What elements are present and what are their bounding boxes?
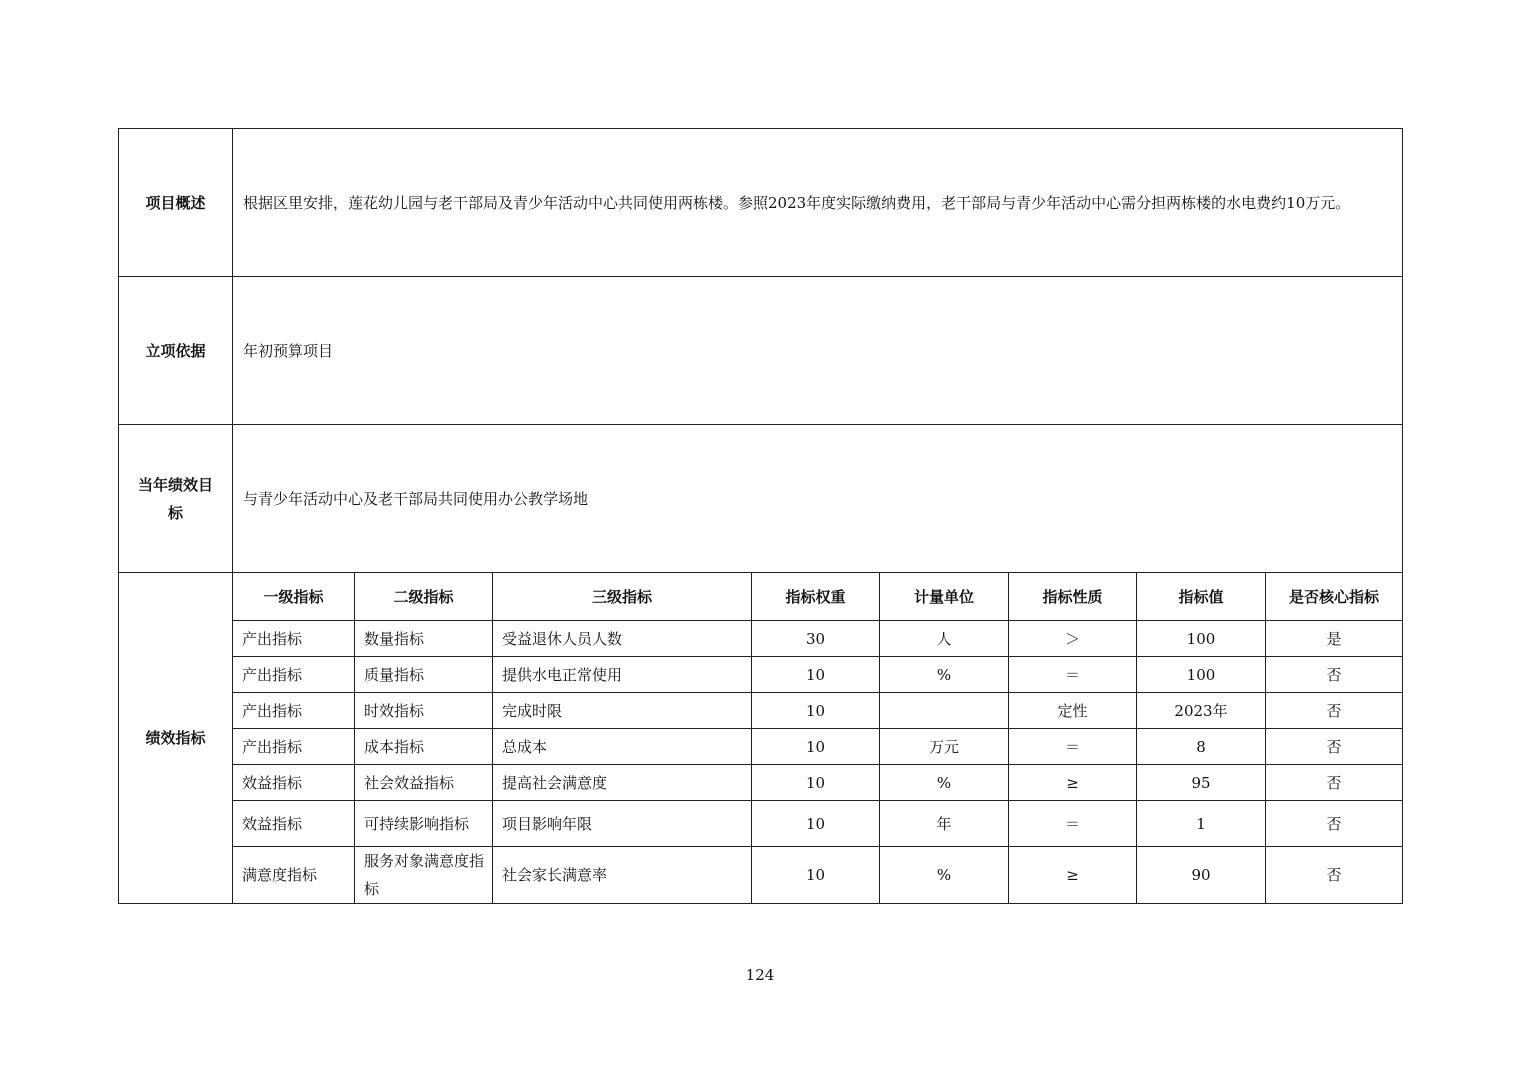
overview-label: 项目概述	[119, 129, 233, 277]
weight-cell: 30	[752, 621, 880, 657]
indicators-label: 绩效指标	[119, 573, 233, 904]
header-level1: 一级指标	[233, 573, 355, 621]
level1-cell: 效益指标	[233, 765, 355, 801]
level1-cell: 产出指标	[233, 693, 355, 729]
table-row	[119, 621, 1403, 657]
unit-cell: %	[880, 765, 1009, 801]
unit-cell: 年	[880, 801, 1009, 847]
level2-cell: 可持续影响指标	[355, 801, 493, 847]
weight-cell: 10	[752, 801, 880, 847]
unit-cell: %	[880, 657, 1009, 693]
level3-cell: 完成时限	[493, 693, 752, 729]
table-row	[119, 657, 1403, 693]
goal-label: 当年绩效目标	[119, 425, 233, 573]
header-value: 指标值	[1137, 573, 1266, 621]
table-row	[119, 765, 1403, 801]
level3-cell: 提高社会满意度	[493, 765, 752, 801]
level1-cell: 产出指标	[233, 657, 355, 693]
level3-cell: 社会家长满意率	[493, 847, 752, 904]
basis-label: 立项依据	[119, 277, 233, 425]
page-number: 124	[745, 966, 775, 984]
level2-cell: 社会效益指标	[355, 765, 493, 801]
level2-cell: 质量指标	[355, 657, 493, 693]
nature-cell: ＝	[1009, 801, 1137, 847]
header-level3: 三级指标	[493, 573, 752, 621]
unit-cell: 万元	[880, 729, 1009, 765]
header-weight: 指标权重	[752, 573, 880, 621]
value-cell: 2023年	[1137, 693, 1266, 729]
weight-cell: 10	[752, 657, 880, 693]
core-cell: 否	[1266, 765, 1403, 801]
core-cell: 否	[1266, 729, 1403, 765]
level3-cell: 项目影响年限	[493, 801, 752, 847]
core-cell: 是	[1266, 621, 1403, 657]
indicator-header-row	[119, 573, 1403, 621]
level1-cell: 产出指标	[233, 621, 355, 657]
unit-cell	[880, 693, 1009, 729]
core-cell: 否	[1266, 693, 1403, 729]
level1-cell: 产出指标	[233, 729, 355, 765]
header-core: 是否核心指标	[1266, 573, 1403, 621]
level2-cell: 服务对象满意度指标	[355, 847, 493, 904]
table-row	[119, 847, 1403, 904]
header-nature: 指标性质	[1009, 573, 1137, 621]
core-cell: 否	[1266, 801, 1403, 847]
level3-cell: 提供水电正常使用	[493, 657, 752, 693]
header-level2: 二级指标	[355, 573, 493, 621]
basis-row	[119, 277, 1403, 425]
nature-cell: ≥	[1009, 847, 1137, 904]
level1-cell: 效益指标	[233, 801, 355, 847]
table-row	[119, 801, 1403, 847]
level2-cell: 时效指标	[355, 693, 493, 729]
unit-cell: 人	[880, 621, 1009, 657]
overview-text: 根据区里安排，莲花幼儿园与老干部局及青少年活动中心共同使用两栋楼。参照2023年度实际缴纳费用，老干部局与青少年活动中心需分担两栋楼的水电费约10万元。	[233, 129, 1403, 277]
core-cell: 否	[1266, 847, 1403, 904]
header-unit: 计量单位	[880, 573, 1009, 621]
weight-cell: 10	[752, 847, 880, 904]
weight-cell: 10	[752, 729, 880, 765]
goal-text: 与青少年活动中心及老干部局共同使用办公教学场地	[233, 425, 1403, 573]
nature-cell: ＞	[1009, 621, 1137, 657]
core-cell: 否	[1266, 657, 1403, 693]
value-cell: 95	[1137, 765, 1266, 801]
value-cell: 90	[1137, 847, 1266, 904]
value-cell: 100	[1137, 621, 1266, 657]
unit-cell: %	[880, 847, 1009, 904]
basis-text: 年初预算项目	[233, 277, 1403, 425]
table-row	[119, 729, 1403, 765]
level3-cell: 总成本	[493, 729, 752, 765]
level1-cell: 满意度指标	[233, 847, 355, 904]
nature-cell: ≥	[1009, 765, 1137, 801]
level2-cell: 数量指标	[355, 621, 493, 657]
level2-cell: 成本指标	[355, 729, 493, 765]
nature-cell: ＝	[1009, 657, 1137, 693]
value-cell: 100	[1137, 657, 1266, 693]
overview-row	[119, 129, 1403, 277]
weight-cell: 10	[752, 693, 880, 729]
weight-cell: 10	[752, 765, 880, 801]
level3-cell: 受益退休人员人数	[493, 621, 752, 657]
value-cell: 8	[1137, 729, 1266, 765]
project-performance-table	[118, 128, 1403, 904]
table-row	[119, 693, 1403, 729]
nature-cell: ＝	[1009, 729, 1137, 765]
goal-row	[119, 425, 1403, 573]
value-cell: 1	[1137, 801, 1266, 847]
nature-cell: 定性	[1009, 693, 1137, 729]
